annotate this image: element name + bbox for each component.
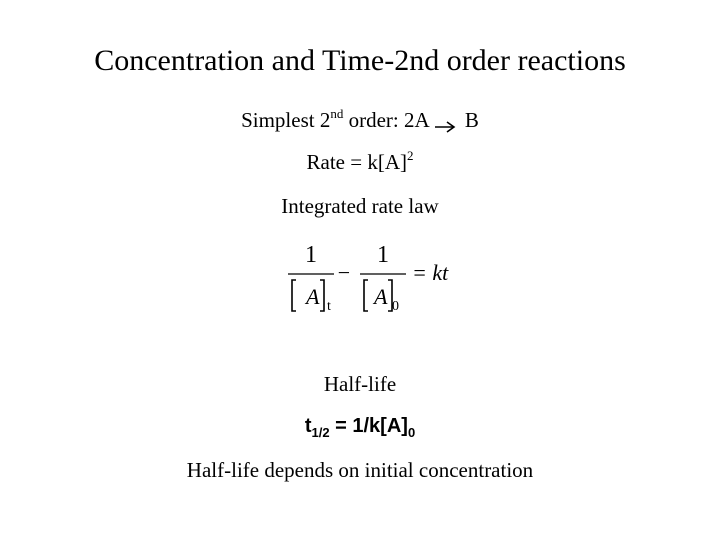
half-life-conclusion: Half-life depends on initial concentration [186,458,534,482]
half-life-equation [0,415,720,438]
reaction-mid: order: 2A [343,108,430,132]
reaction-prefix: Simplest 2 [241,108,331,132]
initial-concentration-subscript: 0 [407,425,416,440]
rate-exponent: 2 [406,148,414,163]
half-life-heading: Half-life [323,372,397,396]
reaction-line [0,108,720,133]
half-life-t: t [304,415,312,437]
concentration-a-t: A [306,284,320,309]
minus-sign: − [337,260,351,285]
concentration-a-0: A [374,284,388,309]
reaction-product: B [459,108,479,132]
numerator-1: 1 [305,242,317,268]
equation-rhs: = kt [412,260,449,285]
subscript-0: 0 [392,299,399,314]
ordinal-suffix: nd [330,106,344,121]
slide-title: Concentration and Time-2nd order reactions [94,44,626,77]
integrated-rate-law-label: Integrated rate law [281,194,439,218]
subscript-t: t [327,299,331,314]
half-life-subscript: 1/2 [311,425,330,440]
integrated-rate-equation [284,238,454,316]
half-life-expression: = 1/k[A] [329,415,408,437]
numerator-2: 1 [377,242,389,268]
rate-law-text: Rate = k[A] [306,150,407,174]
right-arrow-icon [434,114,456,126]
rate-law-line [0,150,720,175]
